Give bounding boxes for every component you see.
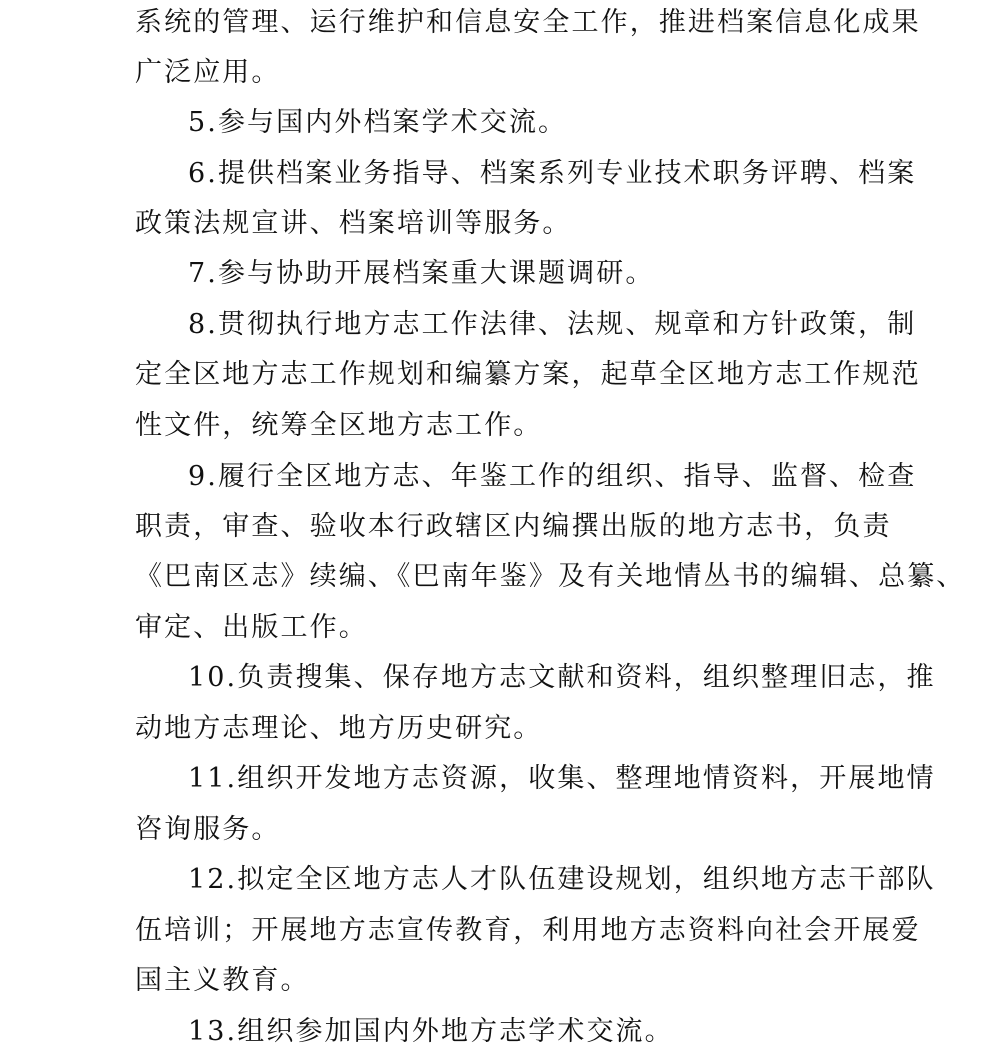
paragraph-line: 13.组织参加国内外地方志学术交流。 bbox=[188, 1016, 674, 1047]
paragraph-line: 系统的管理、运行维护和信息安全工作，推进档案信息化成果 bbox=[135, 7, 921, 38]
paragraph-line: 11.组织开发地方志资源，收集、整理地情资料，开展地情 bbox=[188, 763, 936, 794]
paragraph-line: 咨询服务。 bbox=[135, 814, 281, 845]
paragraph-line: 职责，审查、验收本行政辖区内编撰出版的地方志书，负责 bbox=[135, 511, 892, 542]
paragraph-line: 审定、出版工作。 bbox=[135, 612, 368, 643]
paragraph-line: 动地方志理论、地方历史研究。 bbox=[135, 713, 543, 744]
paragraph-line: 9.履行全区地方志、年鉴工作的组织、指导、监督、检查 bbox=[188, 461, 917, 492]
paragraph-line: 伍培训；开展地方志宣传教育，利用地方志资料向社会开展爱 bbox=[135, 915, 921, 946]
paragraph-line: 7.参与协助开展档案重大课题调研。 bbox=[188, 258, 655, 289]
paragraph-line: 定全区地方志工作规划和编纂方案，起草全区地方志工作规范 bbox=[135, 359, 921, 390]
paragraph-line: 性文件，统筹全区地方志工作。 bbox=[135, 410, 543, 441]
paragraph-line: 12.拟定全区地方志人才队伍建设规划，组织地方志干部队 bbox=[188, 864, 936, 895]
paragraph-line: 6.提供档案业务指导、档案系列专业技术职务评聘、档案 bbox=[188, 158, 917, 189]
paragraph-line: 《巴南区志》续编、《巴南年鉴》及有关地情丛书的编辑、总纂、 bbox=[135, 561, 966, 592]
paragraph-line: 国主义教育。 bbox=[135, 965, 310, 996]
paragraph-line: 政策法规宣讲、档案培训等服务。 bbox=[135, 208, 572, 239]
paragraph-line: 5.参与国内外档案学术交流。 bbox=[188, 107, 568, 138]
paragraph-line: 8.贯彻执行地方志工作法律、法规、规章和方针政策，制 bbox=[188, 309, 917, 340]
paragraph-line: 10.负责搜集、保存地方志文献和资料，组织整理旧志，推 bbox=[188, 662, 936, 693]
paragraph-line: 广泛应用。 bbox=[135, 57, 281, 88]
